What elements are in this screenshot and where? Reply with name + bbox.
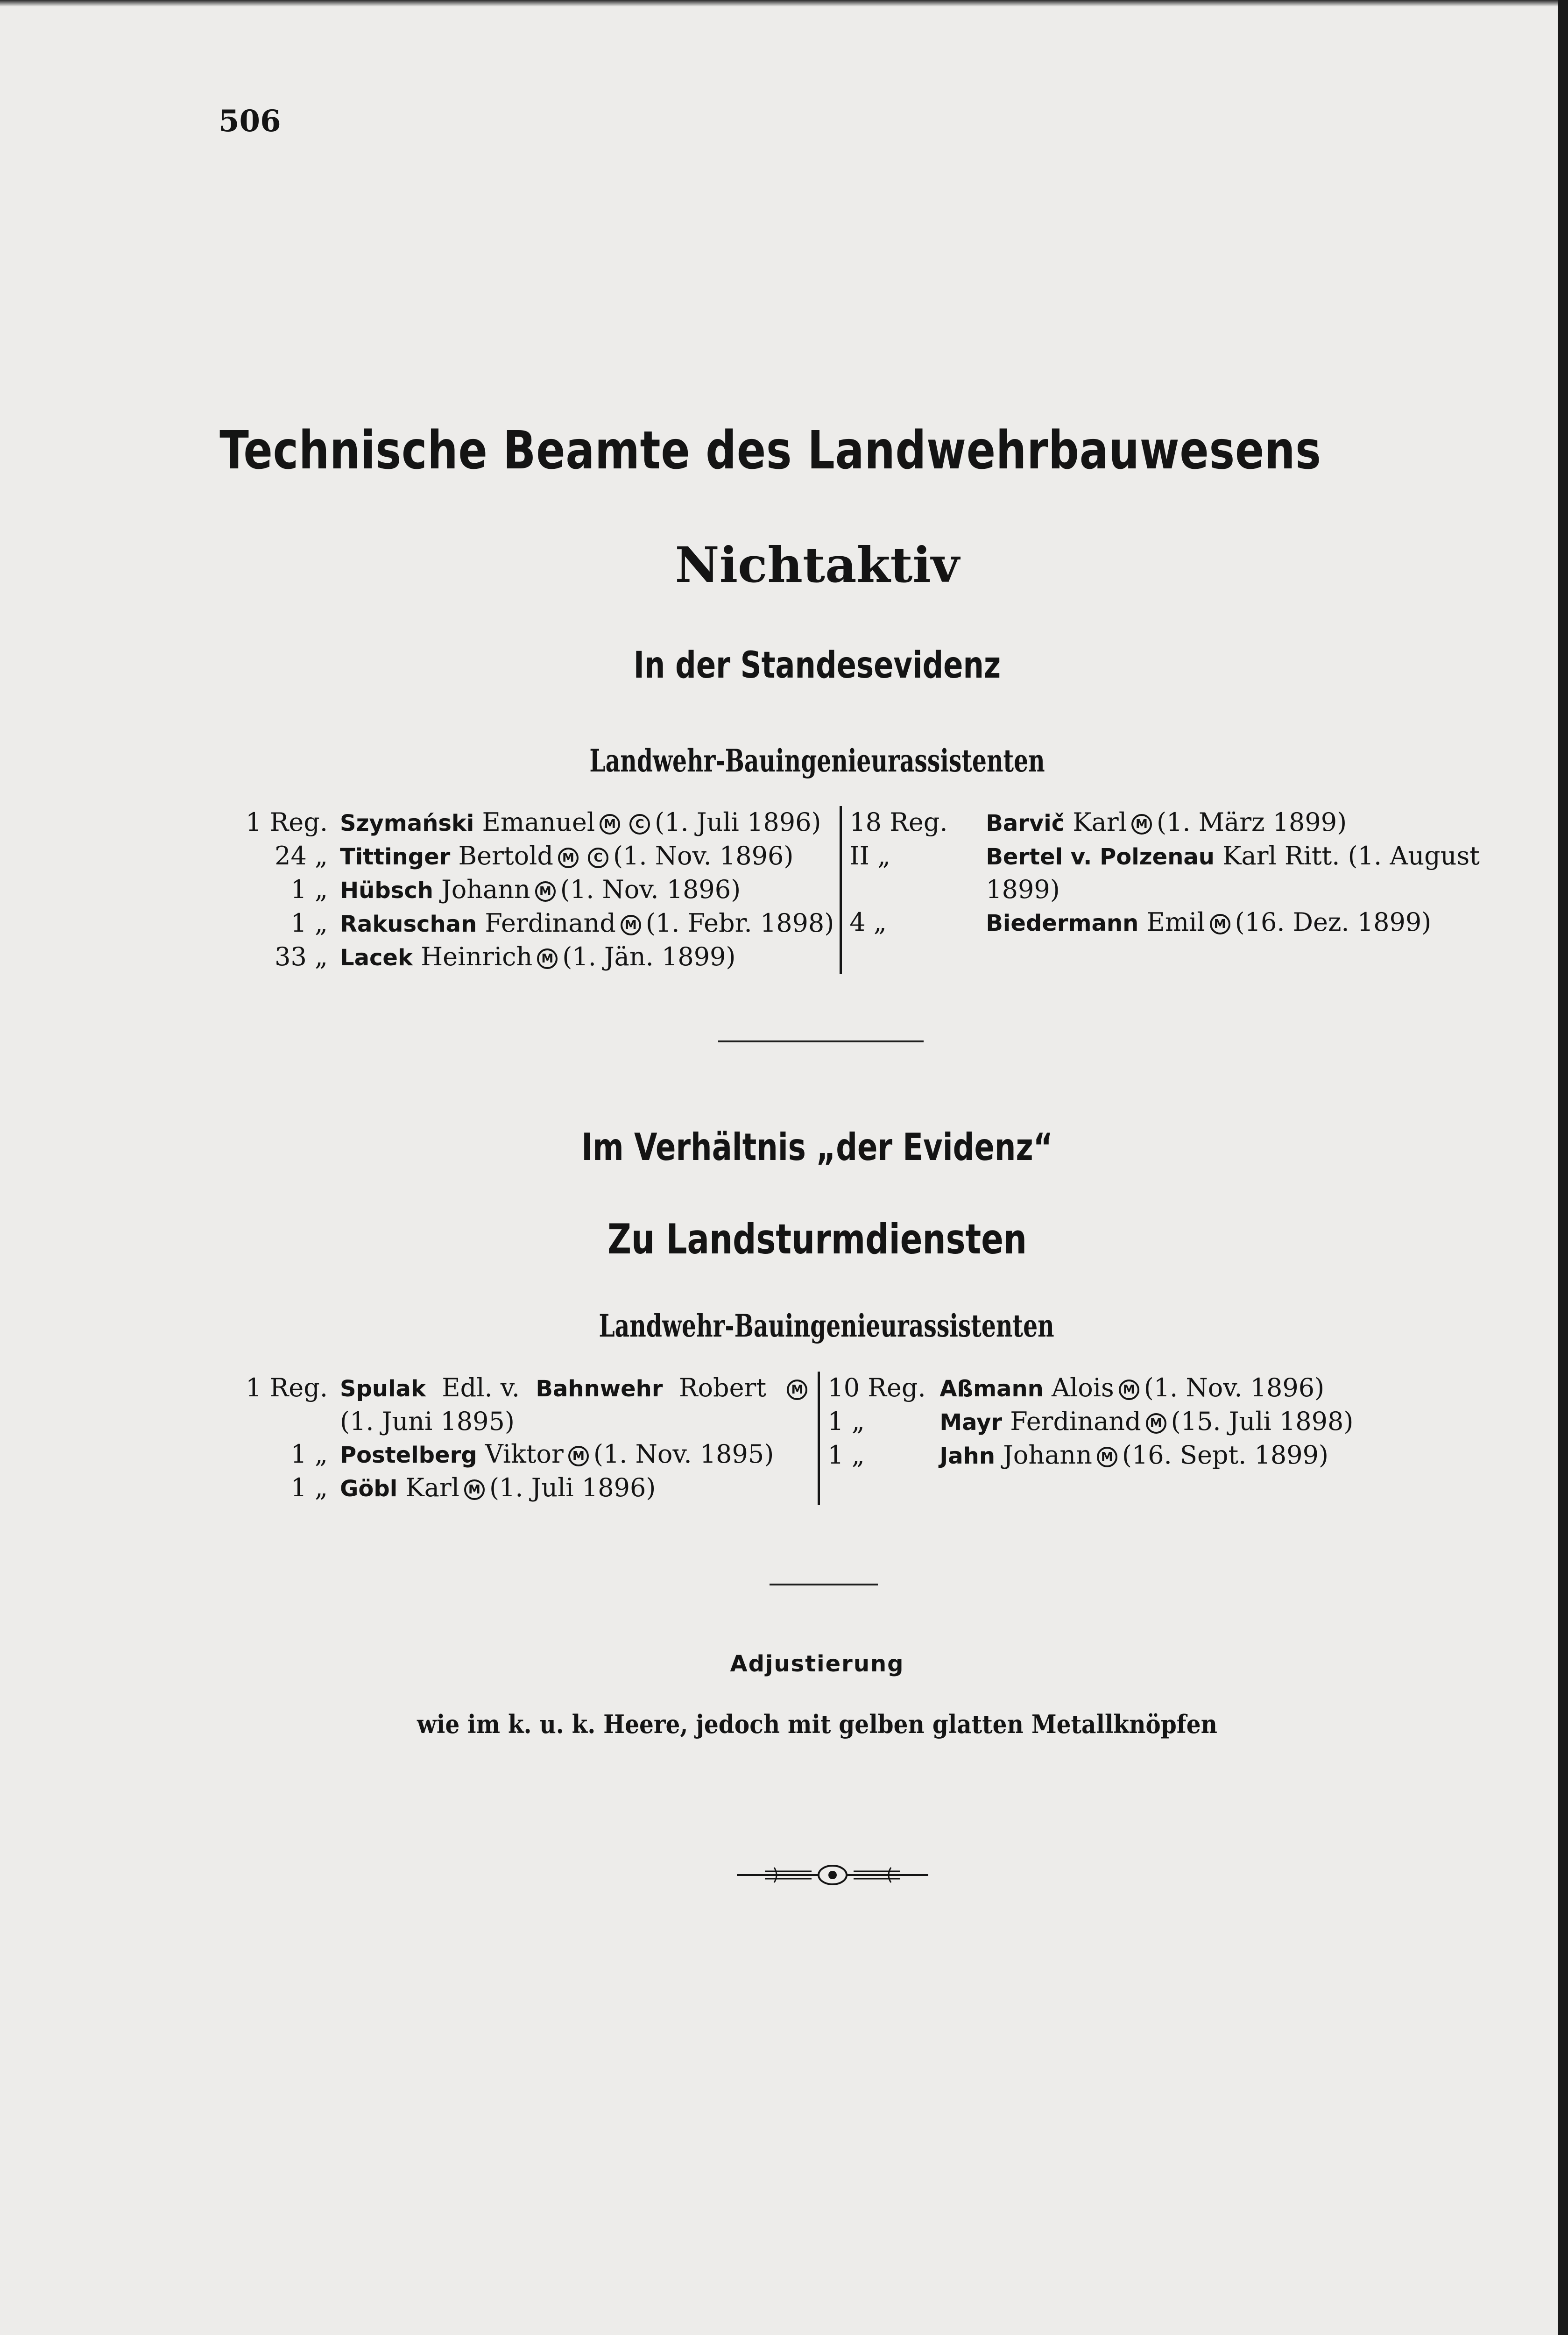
entry xyxy=(340,907,834,941)
given-name: Karl xyxy=(1073,807,1127,837)
surname: Rakuschan xyxy=(340,911,477,937)
mark-m-icon: M xyxy=(558,848,579,868)
divider xyxy=(718,1040,924,1042)
date: (16. Sept. 1899) xyxy=(1122,1440,1328,1470)
subsection-heading-evidenz: Im Verhältnis „der Evidenz“ xyxy=(581,1125,1053,1169)
section-heading: Nichtaktiv xyxy=(675,536,960,594)
table-row xyxy=(849,873,1480,906)
entry xyxy=(340,1438,774,1472)
date: (1. Nov. 1896) xyxy=(560,875,741,904)
table-row xyxy=(233,1405,812,1438)
date: (1. Nov. 1896) xyxy=(1144,1373,1325,1402)
surname: Lacek xyxy=(340,945,413,971)
surname: Tittinger xyxy=(340,844,451,870)
table-row xyxy=(827,1405,1353,1439)
mark-m-icon: M xyxy=(1131,814,1152,835)
date: (1. Nov. 1896) xyxy=(613,841,794,870)
table-row xyxy=(849,906,1480,940)
regiment: 1 „ xyxy=(290,908,328,938)
given-name: Emanuel xyxy=(482,807,595,837)
group-heading-1: Landwehr-Bauingenieurassistenten xyxy=(589,743,1045,779)
entry xyxy=(340,806,821,840)
regiment-spacer xyxy=(233,1405,340,1438)
table-row xyxy=(827,1372,1353,1405)
surname: Biedermann xyxy=(986,910,1139,936)
surname: Göbl xyxy=(340,1476,398,1502)
surname: Szymański xyxy=(340,810,474,836)
given-name: Bertold xyxy=(458,841,553,870)
regiment: 1 Reg. xyxy=(246,1373,328,1402)
surname: Hübsch xyxy=(340,877,433,904)
date: (1. Juli 1896) xyxy=(655,807,821,837)
scan-edge-right xyxy=(1558,0,1568,2335)
entry xyxy=(939,1405,1353,1439)
surname: Bertel v. Polzenau xyxy=(986,844,1215,870)
mark-m-icon: M xyxy=(1119,1380,1139,1400)
given-name-2: Robert xyxy=(678,1373,767,1402)
regiment: II „ xyxy=(849,841,891,870)
date: (1. Febr. 1898) xyxy=(645,908,834,938)
date: (15. Juli 1898) xyxy=(1171,1407,1354,1436)
table-row xyxy=(827,1439,1353,1472)
date-continuation: (1. Juni 1895) xyxy=(340,1407,515,1436)
regiment: 1 „ xyxy=(290,1439,328,1469)
regiment: 10 Reg. xyxy=(827,1373,926,1402)
given-name: Karl xyxy=(405,1473,459,1502)
mark-m-icon: M xyxy=(537,948,558,969)
given-name: Alois xyxy=(1051,1373,1114,1402)
page-title: Technische Beamte des Landwehrbauwesens xyxy=(219,420,1321,481)
date: (1. März 1899) xyxy=(1156,807,1347,837)
table-row xyxy=(233,1472,812,1505)
regiment: 24 „ xyxy=(275,841,328,870)
table-row xyxy=(219,840,834,873)
surname: Postelberg xyxy=(340,1442,477,1468)
table-row xyxy=(219,941,834,974)
surname-part: Bahnwehr xyxy=(536,1376,663,1402)
date: (16. Dez. 1899) xyxy=(1235,907,1432,937)
group-heading-2: Landwehr-Bauingenieurassistenten xyxy=(599,1308,1054,1344)
surname: Spulak xyxy=(340,1376,426,1402)
personnel-table-1 xyxy=(219,806,1480,974)
surname: Aßmann xyxy=(939,1376,1044,1402)
entry xyxy=(986,806,1347,840)
table-row xyxy=(849,840,1480,873)
regiment: 1 „ xyxy=(290,1473,328,1502)
table-column-right xyxy=(840,806,1480,974)
adjustierung-heading: Adjustierung xyxy=(730,1651,904,1677)
regiment: 1 Reg. xyxy=(246,807,328,837)
table-column-right xyxy=(818,1372,1353,1505)
given-name: Edl. v. xyxy=(442,1373,520,1402)
date-continuation: 1899) xyxy=(986,875,1060,904)
given-name: Ferdinand xyxy=(1010,1407,1141,1436)
mark-c-icon: C xyxy=(629,814,650,835)
table-row xyxy=(233,1372,812,1405)
table-column-left xyxy=(233,1372,818,1505)
date: (1. Jän. 1899) xyxy=(562,942,736,971)
table-row-blank xyxy=(827,1472,1353,1505)
subsection-heading-standesevidenz: In der Standesevidenz xyxy=(633,644,1001,686)
divider xyxy=(770,1584,878,1585)
regiment-spacer xyxy=(849,873,986,906)
given-name: Viktor xyxy=(485,1439,564,1469)
regiment: 18 Reg. xyxy=(849,807,948,837)
mark-m-icon: M xyxy=(1146,1413,1166,1434)
mark-m-icon: M xyxy=(600,814,620,835)
page-number: 506 xyxy=(219,104,281,139)
date: (1. August xyxy=(1348,841,1480,870)
given-name: Johann xyxy=(441,875,530,904)
mark-m-icon: M xyxy=(1210,914,1230,934)
mark-m-icon: M xyxy=(621,915,641,935)
mark-m-icon: M xyxy=(1097,1447,1117,1467)
entry xyxy=(986,906,1431,940)
table-row xyxy=(849,806,1480,840)
entry xyxy=(340,1372,812,1405)
table-row-blank xyxy=(849,940,1480,972)
mark-m-icon: M xyxy=(568,1446,589,1466)
personnel-table-2 xyxy=(233,1372,1353,1505)
given-name: Emil xyxy=(1146,907,1205,937)
date: (1. Nov. 1895) xyxy=(593,1439,774,1469)
regiment: 1 „ xyxy=(827,1440,865,1470)
entry xyxy=(939,1372,1324,1405)
entry xyxy=(340,840,793,873)
entry xyxy=(340,941,735,974)
ornament-icon xyxy=(737,1861,928,1889)
given-name: Ferdinand xyxy=(485,908,616,938)
regiment: 33 „ xyxy=(275,942,328,971)
given-name: Karl Ritt. xyxy=(1222,841,1340,870)
table-row xyxy=(219,907,834,941)
adjustierung-text: wie im k. u. k. Heere, jedoch mit gelben glatten Metallknöpfen xyxy=(417,1709,1217,1739)
entry xyxy=(340,1472,656,1505)
given-name: Heinrich xyxy=(421,942,533,971)
table-row xyxy=(219,806,834,840)
regiment: 1 „ xyxy=(827,1407,865,1436)
regiment: 1 „ xyxy=(290,875,328,904)
table-row xyxy=(219,873,834,907)
date: (1. Juli 1896) xyxy=(489,1473,656,1502)
scan-edge-top xyxy=(0,0,1568,7)
entry xyxy=(986,840,1480,873)
entry xyxy=(939,1439,1328,1472)
mark-m-icon: M xyxy=(535,881,556,902)
mark-m-icon: M xyxy=(464,1479,485,1500)
given-name: Johann xyxy=(1003,1440,1092,1470)
regiment: 4 „ xyxy=(849,907,887,937)
mark-m-icon: M xyxy=(787,1380,807,1400)
surname: Barvič xyxy=(986,810,1065,836)
table-row xyxy=(233,1438,812,1472)
mark-c-icon: C xyxy=(588,848,608,868)
surname: Mayr xyxy=(939,1409,1003,1436)
entry xyxy=(340,873,741,907)
table-column-left xyxy=(219,806,840,974)
surname: Jahn xyxy=(939,1443,995,1469)
subsection-heading-landsturm: Zu Landsturmdiensten xyxy=(607,1215,1027,1263)
